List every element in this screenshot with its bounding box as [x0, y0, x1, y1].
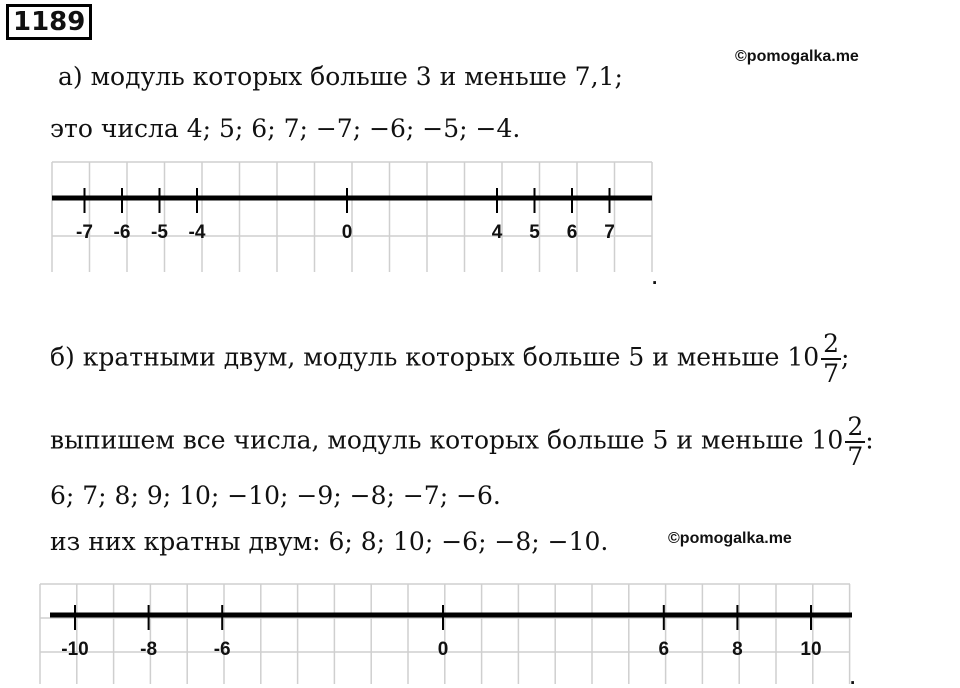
part-b-line1: [50, 330, 849, 388]
tick-label: -8: [140, 639, 158, 660]
task-number: 1189: [6, 4, 92, 40]
tick-label: 7: [604, 222, 615, 243]
grid: [52, 162, 652, 272]
fraction-numerator: 2: [823, 329, 840, 358]
part-b-line2: [50, 413, 874, 471]
tick-label: 10: [800, 639, 822, 660]
part-b-line2-text: выпишем все числа, модуль которых больше 5 и меньше 10: [50, 425, 844, 455]
part-b-line4: из них кратны двум: 6; 8; 10; −6; −8; −10.: [50, 527, 609, 556]
tick-label: 5: [529, 222, 540, 243]
part-b-line1-end: ;: [841, 342, 850, 372]
tick-label: 8: [732, 639, 743, 660]
tick-label: 0: [341, 222, 353, 243]
end-period: .: [850, 668, 856, 688]
fraction-2-7: [845, 413, 865, 471]
fraction-numerator: 2: [847, 412, 864, 441]
part-a-line1: а) модуль которых больше 3 и меньше 7,1;: [58, 62, 623, 91]
tick-label: -7: [76, 222, 93, 243]
tick-label: 6: [658, 639, 670, 660]
part-b-line1-text: б) кратными двум, модуль которых больше 5 и меньше 10: [50, 342, 820, 372]
number-line-b: [0, 580, 870, 688]
part-a-line2: это числа 4; 5; 6; 7; −7; −6; −5; −4.: [50, 114, 521, 143]
tick-label: 4: [491, 222, 503, 243]
tick-label: 0: [437, 639, 449, 660]
tick-label: -5: [151, 222, 168, 243]
part-b-line2-end: :: [865, 425, 874, 455]
tick-label: -10: [61, 639, 89, 660]
tick-label: -6: [213, 639, 231, 660]
grid: [40, 584, 850, 684]
fraction-denominator: 7: [823, 359, 840, 388]
tick-label: -6: [113, 222, 131, 243]
watermark: ©pomogalka.me: [668, 530, 792, 547]
number-line-a: [0, 160, 670, 290]
fraction-denominator: 7: [847, 442, 864, 471]
watermark: ©pomogalka.me: [735, 48, 859, 65]
part-b-line3: 6; 7; 8; 9; 10; −10; −9; −8; −7; −6.: [50, 481, 501, 510]
tick-label: -4: [188, 222, 206, 243]
tick-label: 6: [566, 222, 578, 243]
end-period: .: [652, 268, 658, 289]
fraction-2-7: [821, 330, 841, 388]
